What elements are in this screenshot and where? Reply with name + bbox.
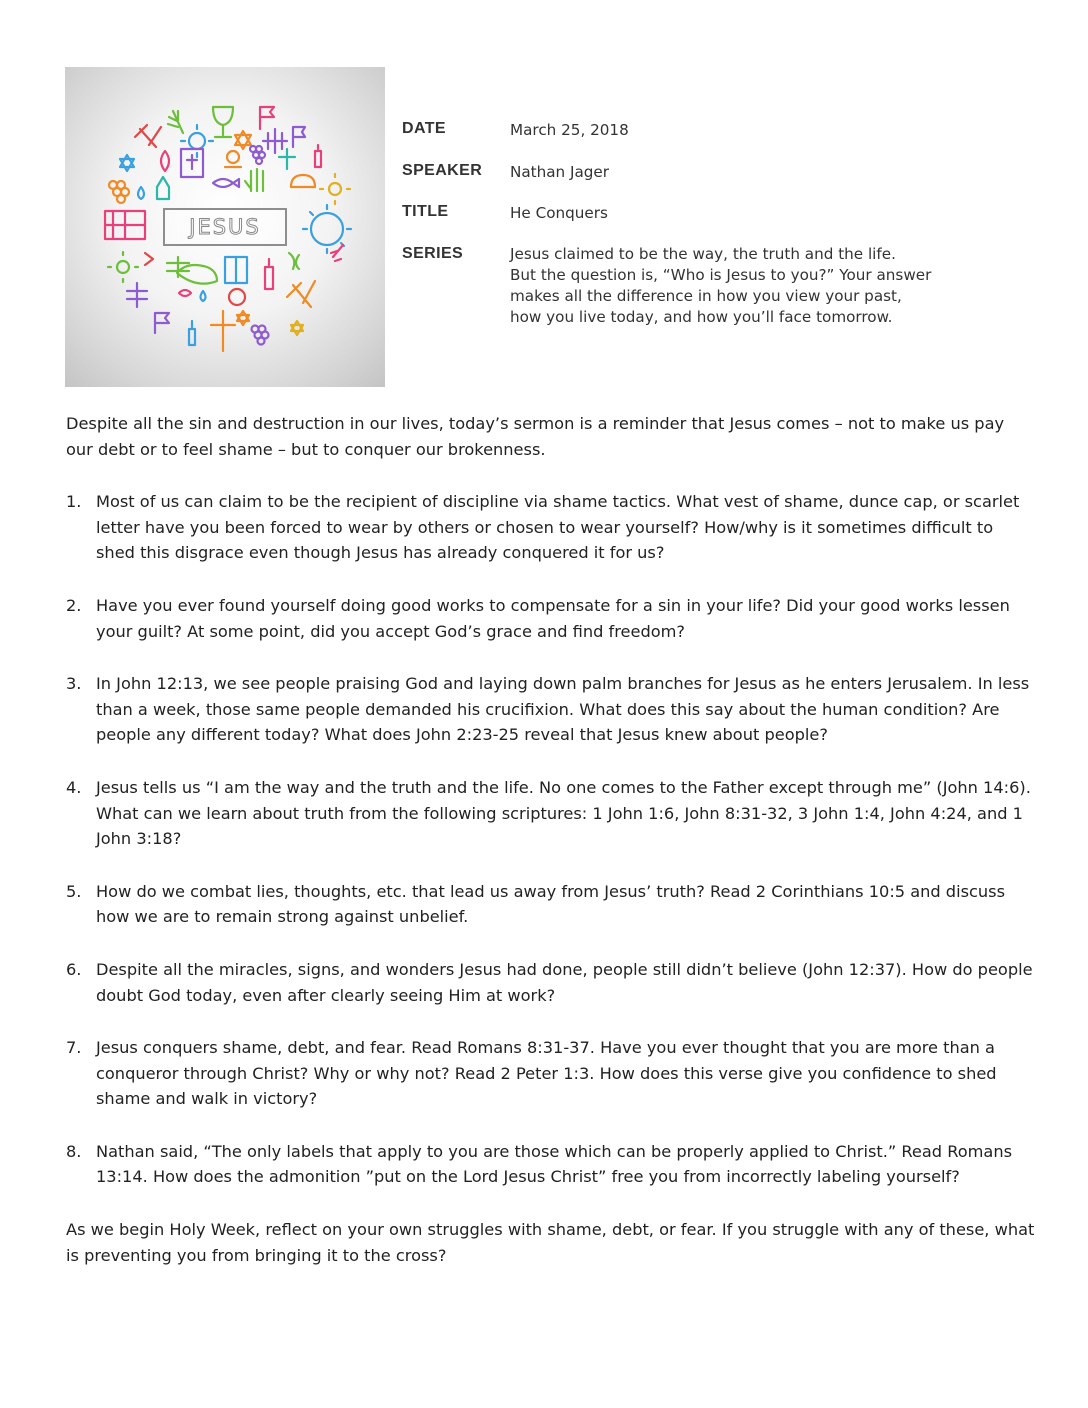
date-value: March 25, 2018 bbox=[510, 121, 629, 139]
palm-branch-icon bbox=[331, 245, 343, 261]
series-label: SERIES bbox=[402, 244, 464, 262]
question-number: 1. bbox=[66, 492, 82, 512]
star-of-david-icon bbox=[120, 155, 134, 171]
flame-icon bbox=[161, 151, 169, 171]
bread-icon bbox=[145, 253, 153, 265]
hand-icon bbox=[245, 169, 263, 191]
flag-icon bbox=[155, 313, 169, 333]
intro-paragraph: Despite all the sin and destruction in our lives, today’s sermon is a reminder that Jesus comes – not to make us pay our debt or to feel shame – but to conquer our brokenness. bbox=[66, 414, 1005, 459]
series-description bbox=[510, 244, 1020, 328]
hammer-icon bbox=[287, 281, 315, 307]
question-number: 8. bbox=[66, 1141, 82, 1161]
cross-icon bbox=[211, 311, 235, 351]
discussion-guide bbox=[66, 411, 1036, 1268]
question-text: Jesus conquers shame, debt, and fear. Read Romans 8:31-37. Have you ever thought that you are more than a conqueror through Christ? Why or why not? Read 2 Peter 1:3. How does this verse give you confidence to shed shame and walk in victory? bbox=[96, 1038, 997, 1109]
candle-icon bbox=[189, 321, 195, 345]
question-item bbox=[66, 593, 1036, 644]
grapes-icon bbox=[109, 181, 129, 203]
question-text: Have you ever found yourself doing good works to compensate for a sin in your life? Did your good works lessen your guilt? At some point, did you accept God’s grace and find freedom? bbox=[96, 595, 1010, 641]
sun-icon bbox=[108, 252, 138, 282]
fish-icon bbox=[213, 179, 239, 187]
question-item bbox=[66, 671, 1036, 748]
drop-icon bbox=[138, 187, 144, 199]
series-artwork bbox=[65, 67, 385, 387]
lamb-icon bbox=[177, 265, 217, 284]
cross-grid-icon bbox=[127, 283, 147, 307]
hammer-icon bbox=[135, 125, 161, 147]
fish-icon bbox=[179, 290, 191, 296]
speaker-label: SPEAKER bbox=[402, 161, 483, 179]
art-title: JESUS bbox=[163, 208, 287, 246]
question-text: In John 12:13, we see people praising God and laying down palm branches for Jesus as he enters Jerusalem. In less than a week, those same people demanded his crucifixion. What does this say about the human condition? Are people any different today? What does John 2:23-25 reveal that Jesus knew about people? bbox=[96, 674, 1030, 745]
question-number: 6. bbox=[66, 959, 82, 979]
sun-icon bbox=[225, 151, 241, 167]
question-item bbox=[66, 957, 1036, 1008]
palm-branch-icon bbox=[168, 111, 183, 133]
grapes-icon bbox=[252, 326, 269, 345]
question-text: Most of us can claim to be the recipient of discipline via shame tactics. What vest of shame, dunce cap, or scarlet letter have you been forced to wear by others or chosen to wear yourself? How/why is it sometimes difficult to shed this disgrace even though Jesus has already conquered it for us? bbox=[96, 492, 1020, 563]
meta-row-date bbox=[402, 120, 1042, 162]
bread-icon bbox=[291, 175, 315, 187]
candle-icon bbox=[265, 259, 273, 289]
cross-icon bbox=[279, 149, 295, 169]
crown-of-thorns-icon bbox=[181, 125, 213, 157]
question-number: 2. bbox=[66, 595, 82, 615]
series-line: makes all the difference in how you view your past, bbox=[510, 286, 902, 305]
wheat-icon bbox=[289, 253, 299, 269]
window-icon bbox=[225, 257, 247, 283]
question-list bbox=[66, 489, 1036, 1190]
crown-of-thorns-icon bbox=[229, 289, 245, 305]
question-number: 7. bbox=[66, 1038, 82, 1058]
question-item bbox=[66, 1139, 1036, 1190]
meta-row-speaker bbox=[402, 162, 1042, 204]
series-line: But the question is, “Who is Jesus to you?” Your answer bbox=[510, 265, 932, 284]
title-label: TITLE bbox=[402, 203, 449, 220]
question-number: 4. bbox=[66, 777, 82, 797]
question-number: 3. bbox=[66, 674, 82, 694]
question-text: Despite all the miracles, signs, and wonders Jesus had done, people still didn’t believe (John 12:37). How do people doubt God today, even after clearly seeing Him at work? bbox=[96, 959, 1033, 1005]
sermon-meta bbox=[402, 120, 1042, 326]
series-line: how you live today, and how you’ll face tomorrow. bbox=[510, 307, 893, 326]
cross-grid-icon bbox=[263, 129, 287, 153]
meta-row-title bbox=[402, 203, 1042, 245]
closing-paragraph: As we begin Holy Week, reflect on your own struggles with shame, debt, or fear. If you struggle with any of these, what is preventing you from bringing it to the cross? bbox=[66, 1220, 1035, 1265]
bible-icon bbox=[181, 149, 203, 177]
speaker-value: Nathan Jager bbox=[510, 162, 610, 181]
title-value: He Conquers bbox=[510, 204, 608, 222]
flag-icon bbox=[260, 107, 274, 129]
tomb-icon bbox=[105, 211, 145, 239]
star-of-david-icon bbox=[237, 311, 249, 325]
question-text: Nathan said, “The only labels that apply to you are those which can be properly applied to Christ.” Read Romans 13:14. How does the admonition ”put on the Lord Jesus Christ” free you from incorrectly labeling yourself? bbox=[96, 1141, 1013, 1187]
question-number: 5. bbox=[66, 881, 82, 901]
sun-icon bbox=[320, 174, 350, 204]
question-text: How do we combat lies, thoughts, etc. that lead us away from Jesus’ truth? Read 2 Corinthians 10:5 and discuss how we are to remain strong against unbelief. bbox=[96, 881, 1006, 927]
drop-icon bbox=[201, 291, 206, 301]
star-of-david-icon bbox=[291, 321, 303, 335]
question-item bbox=[66, 1035, 1036, 1112]
question-text: Jesus tells us “I am the way and the truth and the life. No one comes to the Father except through me” (John 14:6). What can we learn about truth from the following scriptures: 1 John 1:6, John 8:31-32, 3 John 1:4, John 4:24, and 1 John 3:18? bbox=[96, 777, 1031, 849]
star-of-david-icon bbox=[235, 131, 251, 149]
praying-hands-icon bbox=[157, 177, 169, 199]
crown-of-thorns-icon bbox=[303, 205, 351, 253]
meta-row-series bbox=[402, 244, 1042, 326]
candle-icon bbox=[315, 145, 321, 167]
flag-icon bbox=[293, 127, 305, 147]
question-item bbox=[66, 775, 1036, 852]
date-label: DATE bbox=[402, 120, 446, 137]
chalice-icon bbox=[213, 107, 233, 137]
question-item bbox=[66, 879, 1036, 930]
question-item bbox=[66, 489, 1036, 566]
series-line: Jesus claimed to be the way, the truth and the life. bbox=[510, 244, 896, 263]
grapes-icon bbox=[250, 146, 265, 164]
